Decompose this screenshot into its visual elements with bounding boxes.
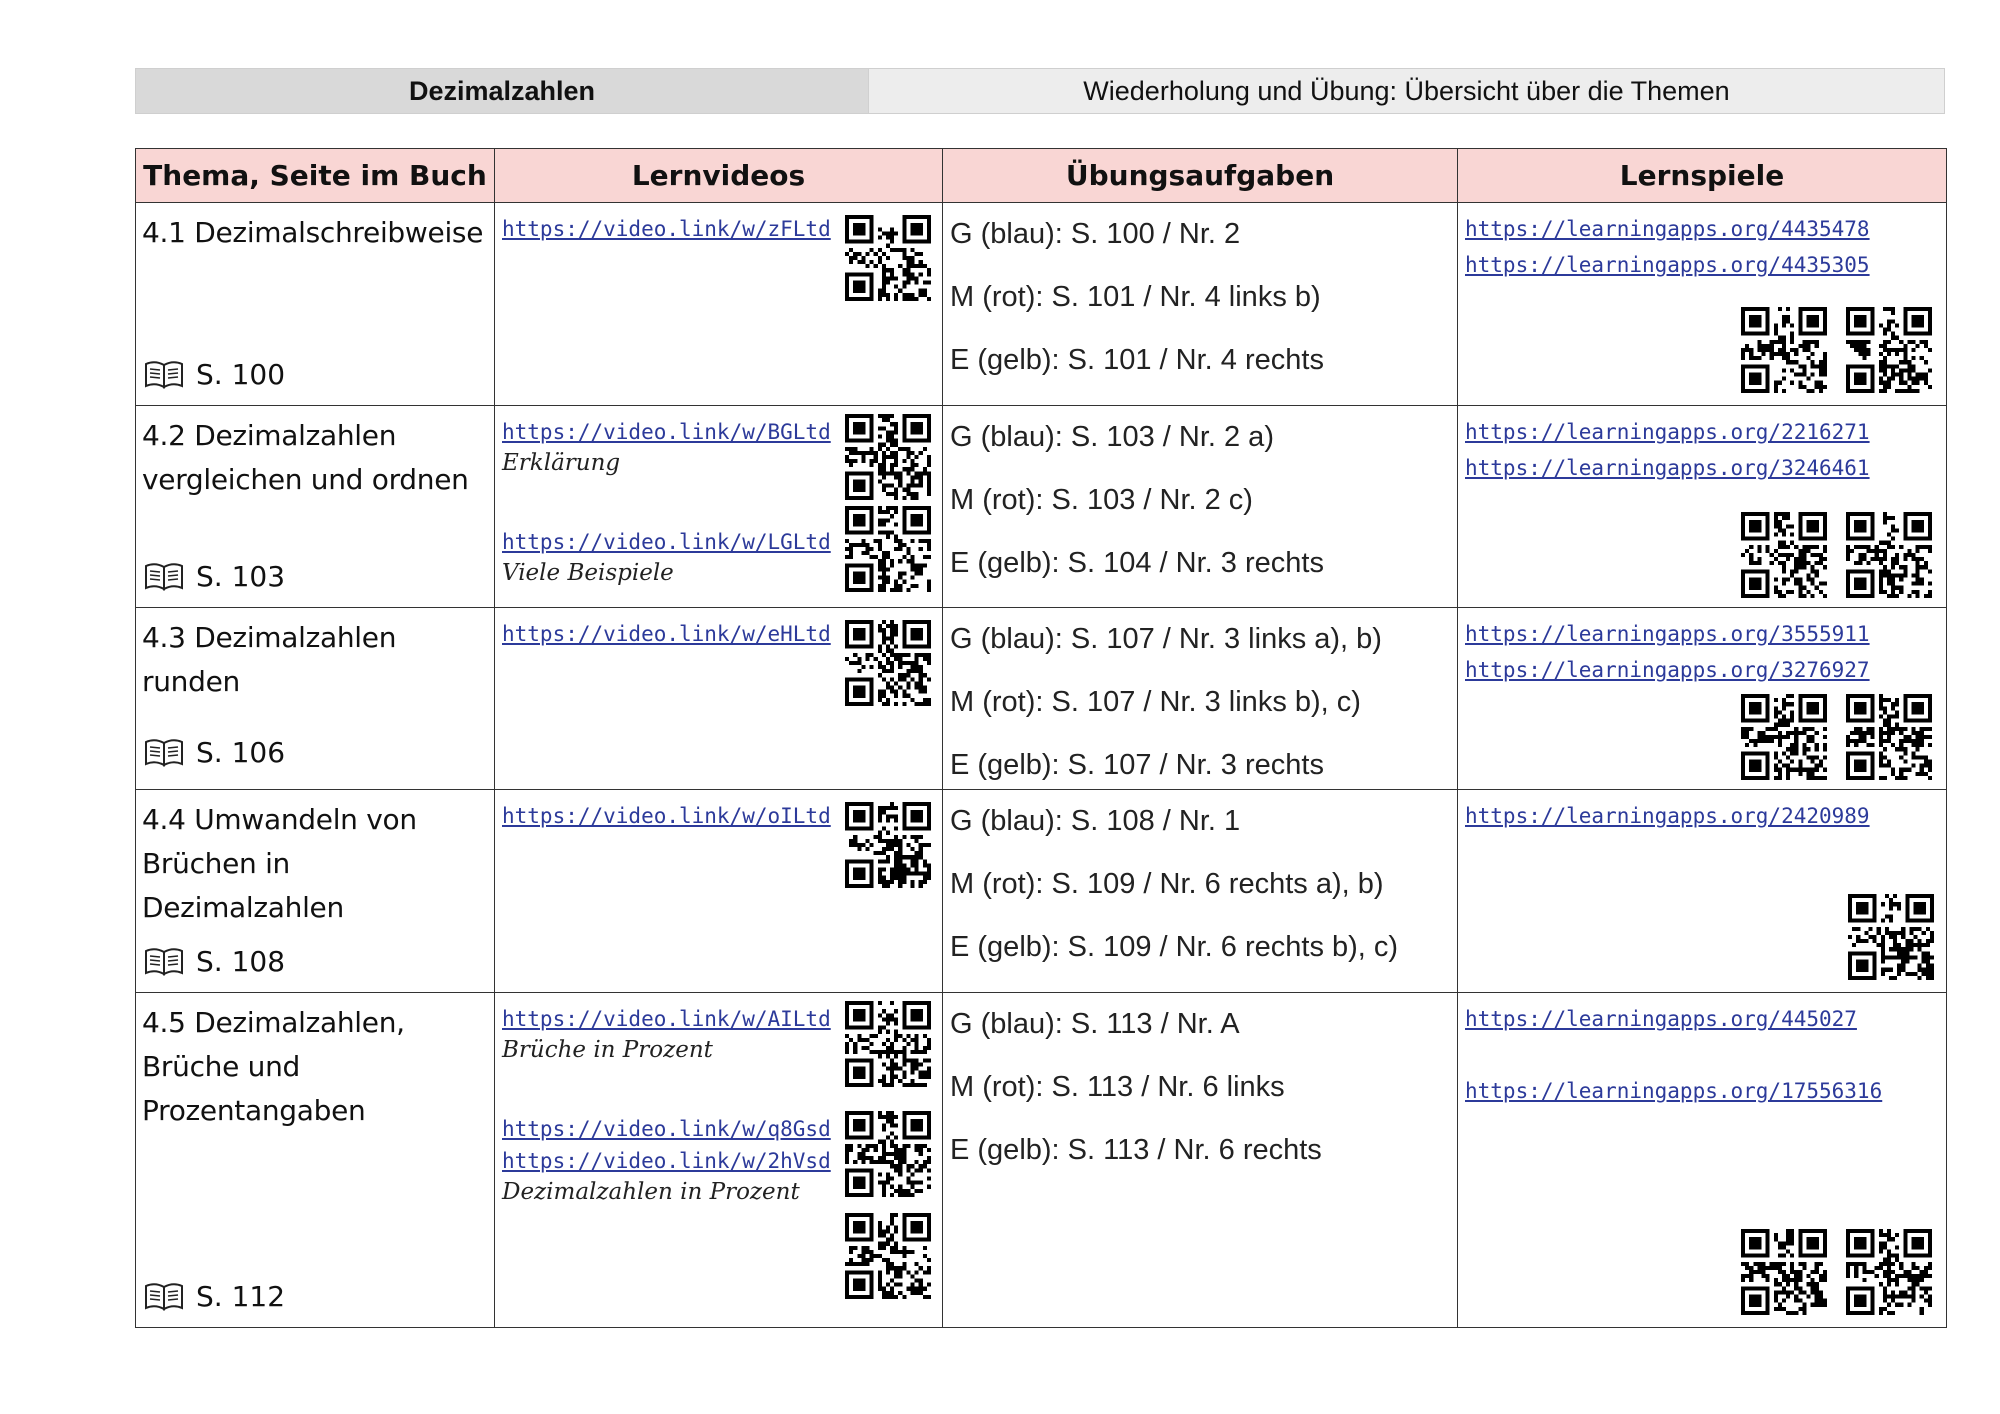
game-link[interactable]: https://learningapps.org/2420989 (1465, 804, 1870, 828)
videos-cell (495, 608, 943, 790)
open-book-icon (144, 738, 184, 768)
exercises-cell (943, 203, 1458, 406)
column-header-videos: Lernvideos (495, 149, 943, 203)
game-link[interactable]: https://learningapps.org/3555911 (1465, 622, 1870, 646)
exercise-e: E (gelb): S. 107 / Nr. 3 rechts (950, 749, 1324, 781)
topic-title: 4.3 Dezimalzahlen runden (142, 621, 397, 698)
video-link[interactable]: https://video.link/w/LGLtd (502, 530, 831, 554)
exercise-g: G (blau): S. 103 / Nr. 2 a) (950, 421, 1274, 453)
page-reference (144, 736, 285, 769)
video-link[interactable]: https://video.link/w/zFLtd (502, 217, 831, 241)
topic-cell (136, 790, 495, 993)
game-link[interactable]: https://learningapps.org/2216271 (1465, 420, 1870, 444)
exercises-cell (943, 406, 1458, 608)
page-subtitle: Wiederholung und Übung: Übersicht über die Themen (868, 69, 1944, 113)
videos-cell (495, 203, 943, 406)
game-link[interactable]: https://learningapps.org/445027 (1465, 1007, 1857, 1031)
topic-cell (136, 406, 495, 608)
video-note: Dezimalzahlen in Prozent (502, 1179, 800, 1205)
qr-code-icon (1741, 512, 1827, 598)
exercises-cell (943, 608, 1458, 790)
game-link[interactable]: https://learningapps.org/4435478 (1465, 217, 1870, 241)
open-book-icon (144, 1282, 184, 1312)
exercise-e: E (gelb): S. 104 / Nr. 3 rechts (950, 547, 1324, 579)
qr-code-icon (1846, 307, 1932, 393)
table-row (136, 608, 1947, 790)
games-cell (1458, 608, 1947, 790)
video-note: Viele Beispiele (502, 560, 674, 586)
topic-title: 4.4 Umwandeln von Brüchen in Dezimalzahlen (142, 803, 417, 924)
exercise-e: E (gelb): S. 109 / Nr. 6 rechts b), c) (950, 931, 1399, 963)
topic-cell (136, 203, 495, 406)
exercises-cell (943, 993, 1458, 1328)
table-row (136, 993, 1947, 1328)
page-reference (144, 358, 285, 391)
page-number: S. 112 (196, 1280, 286, 1313)
topic-cell (136, 608, 495, 790)
page-number: S. 100 (196, 358, 286, 391)
exercise-m: M (rot): S. 101 / Nr. 4 links b) (950, 281, 1321, 313)
column-header-exercises: Übungsaufgaben (943, 149, 1458, 203)
table-row (136, 203, 1947, 406)
exercise-m: M (rot): S. 113 / Nr. 6 links (950, 1071, 1285, 1103)
qr-code-icon (1741, 1229, 1827, 1315)
topics-table (135, 148, 1947, 1328)
exercise-m: M (rot): S. 107 / Nr. 3 links b), c) (950, 686, 1361, 718)
exercise-g: G (blau): S. 113 / Nr. A (950, 1008, 1240, 1040)
open-book-icon (144, 360, 184, 390)
exercise-e: E (gelb): S. 101 / Nr. 4 rechts (950, 344, 1324, 376)
qr-code-icon (845, 506, 931, 592)
subject-title: Dezimalzahlen (136, 69, 868, 113)
qr-code-icon (1848, 894, 1934, 980)
games-cell (1458, 993, 1947, 1328)
qr-code-icon (845, 1001, 931, 1087)
videos-cell (495, 790, 943, 993)
qr-code-icon (845, 620, 931, 706)
page-number: S. 108 (196, 945, 286, 978)
exercise-m: M (rot): S. 109 / Nr. 6 rechts a), b) (950, 868, 1384, 900)
qr-code-icon (1741, 694, 1827, 780)
qr-code-icon (845, 802, 931, 888)
open-book-icon (144, 947, 184, 977)
video-link[interactable]: https://video.link/w/BGLtd (502, 420, 831, 444)
game-link[interactable]: https://learningapps.org/3276927 (1465, 658, 1870, 682)
page-number: S. 106 (196, 736, 286, 769)
video-link[interactable]: https://video.link/w/q8Gsd (502, 1117, 831, 1141)
video-link[interactable]: https://video.link/w/eHLtd (502, 622, 831, 646)
qr-code-icon (1846, 1229, 1932, 1315)
games-cell (1458, 406, 1947, 608)
qr-code-icon (1741, 307, 1827, 393)
qr-code-icon (1846, 512, 1932, 598)
column-header-topic: Thema, Seite im Buch (136, 149, 495, 203)
exercises-cell (943, 790, 1458, 993)
exercise-m: M (rot): S. 103 / Nr. 2 c) (950, 484, 1253, 516)
open-book-icon (144, 562, 184, 592)
game-link[interactable]: https://learningapps.org/4435305 (1465, 253, 1870, 277)
table-header-row (136, 149, 1947, 203)
topic-title: 4.1 Dezimalschreibweise (142, 216, 484, 249)
page-reference (144, 1280, 285, 1313)
exercise-e: E (gelb): S. 113 / Nr. 6 rechts (950, 1134, 1322, 1166)
video-note: Brüche in Prozent (502, 1037, 713, 1063)
topic-cell (136, 993, 495, 1328)
title-bar (135, 68, 1945, 114)
exercise-g: G (blau): S. 108 / Nr. 1 (950, 805, 1241, 837)
video-note: Erklärung (502, 450, 621, 476)
video-link[interactable]: https://video.link/w/oILtd (502, 804, 831, 828)
game-link[interactable]: https://learningapps.org/3246461 (1465, 456, 1870, 480)
qr-code-icon (845, 215, 931, 301)
videos-cell (495, 993, 943, 1328)
page-number: S. 103 (196, 560, 286, 593)
page-reference (144, 945, 285, 978)
games-cell (1458, 203, 1947, 406)
column-header-games: Lernspiele (1458, 149, 1947, 203)
qr-code-icon (1846, 694, 1932, 780)
table-row (136, 406, 1947, 608)
qr-code-icon (845, 1213, 931, 1299)
table-row (136, 790, 1947, 993)
exercise-g: G (blau): S. 100 / Nr. 2 (950, 218, 1241, 250)
exercise-g: G (blau): S. 107 / Nr. 3 links a), b) (950, 623, 1382, 655)
game-link[interactable]: https://learningapps.org/17556316 (1465, 1079, 1883, 1103)
video-link[interactable]: https://video.link/w/2hVsd (502, 1149, 831, 1173)
topic-title: 4.5 Dezimalzahlen, Brüche und Prozentangaben (142, 1006, 405, 1127)
qr-code-icon (845, 1111, 931, 1197)
page-reference (144, 560, 285, 593)
games-cell (1458, 790, 1947, 993)
video-link[interactable]: https://video.link/w/AILtd (502, 1007, 831, 1031)
videos-cell (495, 406, 943, 608)
topic-title: 4.2 Dezimalzahlen vergleichen und ordnen (142, 419, 469, 496)
qr-code-icon (845, 414, 931, 500)
